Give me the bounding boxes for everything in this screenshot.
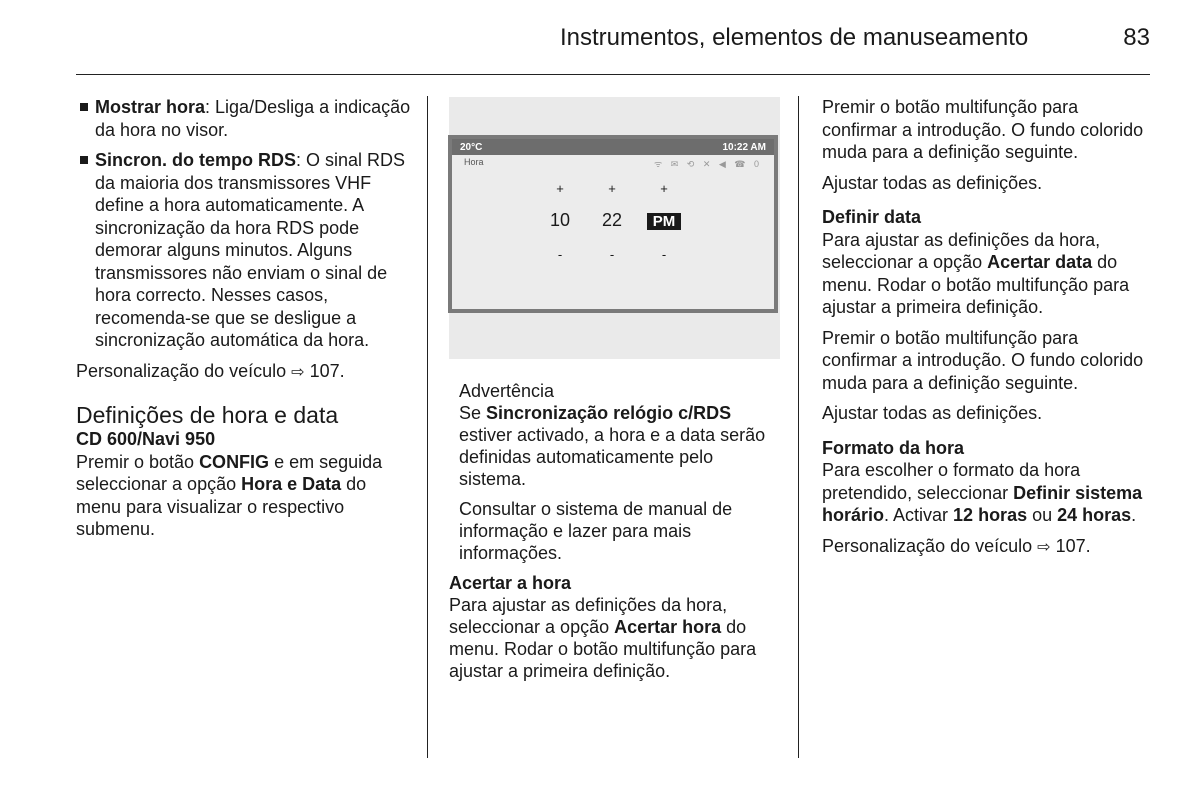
reference-link[interactable] xyxy=(822,535,1152,560)
paragraph-confirm-2: Premir o botão multifunção para confirmar a introdução. O fundo colorido muda para a definição seguinte. xyxy=(822,327,1144,393)
ref-text: Personalização do veículo xyxy=(822,535,1033,556)
ampm-plus-button[interactable]: + xyxy=(660,181,668,196)
note-content xyxy=(449,380,779,564)
ampm-value[interactable]: PM xyxy=(647,213,682,230)
ampm-cell xyxy=(646,210,682,231)
paragraph-time-format xyxy=(822,459,1152,527)
text: do menu. Rodar o botão multifunção para ajustar a primeira definição. xyxy=(449,617,757,681)
note-paragraph-1 xyxy=(459,402,779,490)
paragraph-set-date xyxy=(822,229,1152,319)
arrow-right-icon: ⇨ xyxy=(291,363,305,381)
column-1 xyxy=(76,96,411,549)
minute-minus-button[interactable]: - xyxy=(609,247,615,262)
temperature: 20°C xyxy=(460,141,483,153)
hour-value[interactable]: 10 xyxy=(549,210,571,230)
heading-set-date: Definir data xyxy=(822,207,922,227)
text: Premir o botão xyxy=(76,451,200,472)
heading-set-time: Acertar a hora xyxy=(449,573,572,593)
text: . xyxy=(1131,505,1137,525)
page-number: 83 xyxy=(1123,24,1150,51)
screen-subbar xyxy=(452,155,774,172)
ref-page: 107. xyxy=(1055,535,1091,556)
clock: 10:22 AM xyxy=(722,141,766,153)
column-divider-2 xyxy=(798,96,799,758)
bullet-text: : O sinal RDS da maioria dos transmissores VHF define a hora automaticamente. A sincronização da hora RDS pode demorar alguns minutos. Alguns transmissores não enviam o sinal de hora correcto. Nesses casos, recomenda-se que se desligue a sincronização automática da hora. xyxy=(95,150,406,350)
text: do menu. Rodar o botão multifunção para ajustar a primeira definição. xyxy=(822,252,1130,317)
minute-value[interactable]: 22 xyxy=(601,210,623,230)
bullet-mostrar-hora xyxy=(76,96,411,141)
header-title: Instrumentos, elementos de manuseamento xyxy=(560,24,1029,51)
text: do menu para visualizar o respectivo submenu. xyxy=(76,474,367,539)
bold-text: Acertar data xyxy=(987,252,1093,272)
paragraph-config xyxy=(76,451,411,541)
note-box xyxy=(449,380,779,682)
column-3 xyxy=(822,96,1152,567)
heading-time-format: Formato da hora xyxy=(822,437,965,458)
text: estiver activado, a hora e a data serão definidas automaticamente pelo sistema. xyxy=(459,425,766,489)
reference-link[interactable] xyxy=(76,360,411,385)
column-divider-1 xyxy=(427,96,428,758)
section-subheading: CD 600/Navi 950 xyxy=(76,429,216,449)
time-editor xyxy=(542,181,682,262)
paragraph-set-time xyxy=(449,594,779,682)
header-rule xyxy=(76,74,1150,75)
display-screen xyxy=(448,135,778,313)
hour-plus-button[interactable]: + xyxy=(556,181,564,196)
bullet-square-icon xyxy=(80,103,88,111)
text: ou xyxy=(1027,505,1058,525)
text: Para ajustar as definições da hora, seleccionar a opção xyxy=(822,229,1101,272)
arrow-right-icon: ⇨ xyxy=(1037,538,1051,556)
paragraph-adjust-1: Ajustar todas as definições. xyxy=(822,172,1043,193)
text: Se xyxy=(459,403,487,423)
bold-text: Definir sistema horário xyxy=(822,482,1143,525)
note-paragraph-2: Consultar o sistema de manual de informação e lazer para mais informações. xyxy=(459,499,733,563)
text: Para escolher o formato da hora pretendido, seleccionar xyxy=(822,460,1081,503)
paragraph-confirm-1: Premir o botão multifunção para confirmar a introdução. O fundo colorido muda para a definição seguinte. xyxy=(822,97,1144,162)
bullet-text: : Liga/Desliga a indicação da hora no visor. xyxy=(95,97,411,140)
ref-page: 107. xyxy=(309,360,345,381)
ref-text: Personalização do veículo xyxy=(76,360,287,381)
screen-status-bar xyxy=(452,139,774,155)
term: Mostrar hora xyxy=(95,97,206,117)
term: Sincron. do tempo RDS xyxy=(95,150,297,170)
status-icons: ᯤ ✉ ⟲ ✕ ◀ ☎ 0 xyxy=(654,159,762,169)
text: Para ajustar as definições da hora, seleccionar a opção xyxy=(449,595,728,637)
text: . Activar xyxy=(884,505,954,525)
section-heading: Definições de hora e data xyxy=(76,402,339,428)
bold-text: Hora e Data xyxy=(241,474,342,494)
bullet-sincron-rds xyxy=(76,149,411,352)
bold-text: Sincronização relógio c/RDS xyxy=(486,403,732,423)
text: e em seguida seleccionar a opção xyxy=(76,451,383,494)
note-title: Advertência xyxy=(459,381,555,401)
hour-minus-button[interactable]: - xyxy=(557,247,563,262)
screen-label: Hora xyxy=(464,157,484,167)
bullet-square-icon xyxy=(80,156,88,164)
bold-text: 24 horas xyxy=(1057,505,1132,525)
minute-plus-button[interactable]: + xyxy=(608,181,616,196)
bold-text: CONFIG xyxy=(199,451,270,472)
bold-text: Acertar hora xyxy=(614,617,722,637)
paragraph-adjust-2: Ajustar todas as definições. xyxy=(822,403,1043,423)
bold-text: 12 horas xyxy=(953,505,1028,525)
ampm-minus-button[interactable]: - xyxy=(661,247,667,262)
